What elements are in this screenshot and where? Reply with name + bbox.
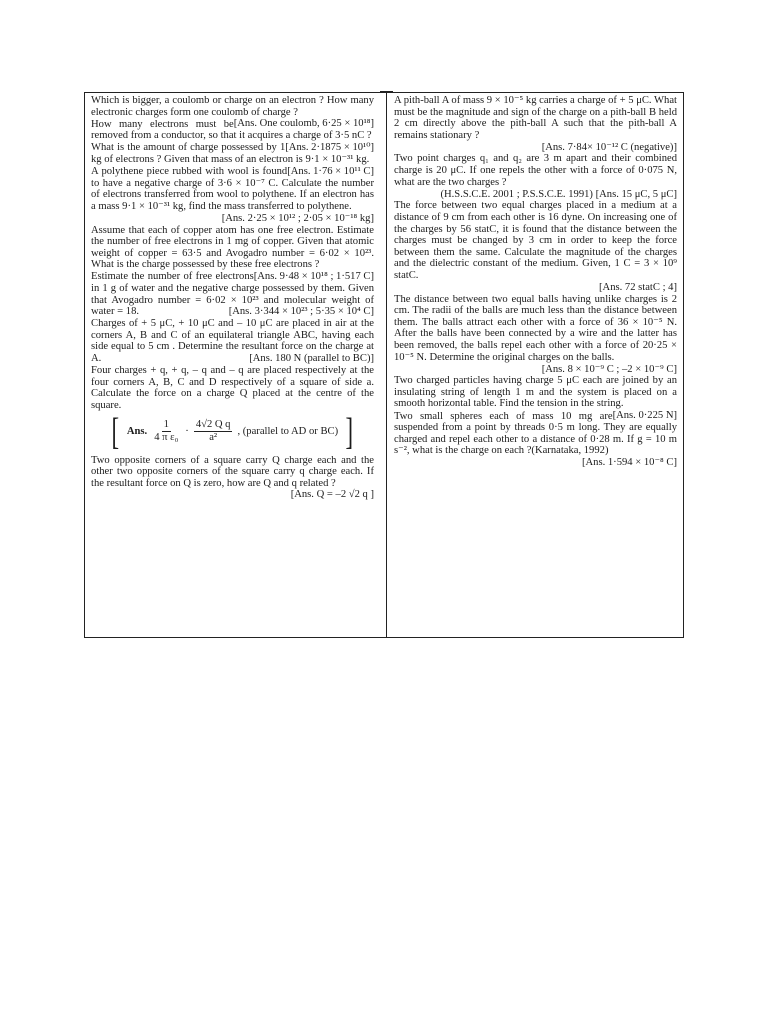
formula-fraction-1-numerator: 1 bbox=[163, 419, 169, 431]
answer-right-2: (H.S.S.C.E. 2001 ; P.S.S.C.E. 1991) [Ans. 15 μC, 5 μC] bbox=[440, 188, 677, 200]
formula-dot: · bbox=[185, 425, 189, 437]
question-left-7: Charges of + 5 μC, + 10 μC and – 10 μC are placed in air at the corners A, B and C of an equilateral triangle ABC, having each side equal to 5 cm . Determine the resultant force on the charge at A. [Ans. 180 N (parallel to BC)] bbox=[91, 318, 374, 365]
formula-fraction-2-denominator: a² bbox=[209, 432, 218, 444]
answer-left-2: [Ans. 2·1875 × 10¹⁰] bbox=[285, 141, 374, 153]
answer-left-7: [Ans. 180 N (parallel to BC)] bbox=[249, 353, 374, 365]
question-left-1: Which is bigger, a coulomb or charge on an electron ? How many electronic charges form one coulomb of charge ? [Ans. One coulomb, 6·25 × 10¹⁸] bbox=[91, 95, 374, 130]
formula-fraction-2 bbox=[194, 419, 233, 443]
answer-left-3: [Ans. 1·76 × 10¹¹ C] bbox=[287, 165, 374, 177]
question-right-3: The force between two equal charges placed in a medium at a distance of 9 cm from each other is 16 dyne. On increasing one of the charges by 56 statC, it is found that the distance between the charges must be changed by 3 cm in order to keep the force between them the same. Calculate the magnitude of the charges and the dielectric constant of the medium. Given, 1 C = 3 × 10⁹ statC. bbox=[394, 200, 677, 281]
answer-right-5: [Ans. 0·225 N] bbox=[612, 410, 677, 422]
formula-fraction-2-numerator: 4√2 Q q bbox=[195, 419, 231, 431]
question-left-8: Four charges + q, + q, – q and – q are placed respectively at the four corners A, B, C and D respectively of a square of side a. Calculate the force on a charge Q placed at the centre of the square. bbox=[91, 365, 374, 411]
question-left-9: Two opposite corners of a square carry Q charge each and the other two opposite corners of the square carry q charge each. If the resultant force on Q is zero, how are Q and q related ? [Ans. Q = –2 √2 q ] bbox=[91, 454, 374, 501]
right-column bbox=[394, 95, 677, 469]
question-left-3: What is the amount of charge possessed by 1 kg of electrons ? Given that mass of an electron is 9·1 × 10⁻³¹ kg. [Ans. 1·76 × 10¹¹ C] bbox=[91, 142, 374, 177]
formula-fraction-1 bbox=[152, 419, 180, 443]
answer-right-3: [Ans. 72 statC ; 4] bbox=[599, 282, 677, 293]
answer-left-4: [Ans. 2·25 × 10¹² ; 2·05 × 10⁻¹⁸ kg] bbox=[221, 212, 374, 224]
formula-direction: , (parallel to AD or BC) bbox=[237, 425, 339, 437]
column-divider-tick bbox=[380, 91, 393, 92]
answer-left-6: [Ans. 3·344 × 10²³ ; 5·35 × 10⁴ C] bbox=[228, 306, 374, 318]
formula-fraction-1-denominator: 4 π ε₀ bbox=[154, 432, 179, 444]
answer-right-4: [Ans. 8 × 10⁻⁹ C ; –2 × 10⁻⁹ C] bbox=[541, 363, 677, 375]
answer-left-9: [Ans. Q = –2 √2 q ] bbox=[290, 489, 374, 501]
column-divider bbox=[386, 92, 387, 638]
answer-right-6: [Ans. 1·594 × 10⁻⁸ C] bbox=[581, 457, 677, 469]
left-column bbox=[91, 95, 374, 501]
question-left-6: Estimate the number of free electrons in 1 g of water and the negative charge possessed by them. Given that Avogadro number = 6·02 × 10²³ and molecular weight of water = 18. [Ans. 3·344 × 10²³ ; 5·35 × 10⁴ C] bbox=[91, 271, 374, 318]
question-left-4: A polythene piece rubbed with wool is found to have a negative charge of 3·6 × 10⁻⁷ C. Calculate the number of electrons transferred from wool to polythene. If an electron has a mass 9·1 × 10⁻³¹ kg, find the mass transferred to polythene. bbox=[91, 166, 374, 212]
question-left-2: How many electrons must be removed from a conductor, so that it acquires a charge of 3·5 nC ? [Ans. 2·1875 × 10¹⁰] bbox=[91, 118, 374, 153]
answer-left-1: [Ans. One coulomb, 6·25 × 10¹⁸] bbox=[233, 118, 374, 130]
question-right-1: A pith-ball A of mass 9 × 10⁻⁵ kg carries a charge of + 5 μC. What must be the magnitude and sign of the charge on a pith-ball B held 2 cm directly above the pith-ball A such that the pith-ball A remains stationary ? bbox=[394, 95, 677, 141]
formula-ans-label: Ans. bbox=[126, 425, 148, 437]
question-left-5: Assume that each of copper atom has one free electron. Estimate the number of free electrons in 1 mg of copper. Given that atomic weight of copper = 63·5 and Avogadro number = 6·02 × 10²³. What is the charge possessed by these free electrons ? [Ans. 9·48 × 10¹⁸ ; 1·517 C] bbox=[91, 224, 374, 282]
answer-left-5: [Ans. 9·48 × 10¹⁸ ; 1·517 C] bbox=[253, 270, 374, 282]
question-right-2: Two point charges q₁ and q₂ are 3 m apart and their combined charge is 20 μC. If one repels the other with a force of 0·075 N, what are the two charges ? bbox=[394, 153, 677, 188]
formula-open-bracket: [ bbox=[111, 410, 120, 453]
answer-right-1: [Ans. 7·84× 10⁻¹² C (negative)] bbox=[541, 141, 677, 153]
question-right-5: Two charged particles having charge 5 μC each are joined by an insulating string of length 1 m and the system is placed on a smooth horizontal table. Find the tension in the string. [Ans. 0·225 N] bbox=[394, 375, 677, 422]
formula-close-bracket: ] bbox=[345, 410, 354, 453]
question-right-4: The distance between two equal balls having unlike charges is 2 cm. The radii of the balls are much less than the distance between them. The balls attract each other with a force of 36 × 10⁻⁵ N. After the balls have been connected by a wire and the latter has been removed, the balls repel each other with a force of 20·25 × 10⁻⁵ N. Determine the original charges on the balls. bbox=[394, 293, 677, 363]
question-right-6: Two small spheres each of mass 10 mg are suspended from a point by threads 0·5 m long. They are equally charged and repel each other to a distance of 0·28 m. If g = 10 m s⁻², what is the charge on each ?(Karnataka, 1992) bbox=[394, 410, 677, 457]
answer-left-8-formula bbox=[91, 410, 374, 453]
